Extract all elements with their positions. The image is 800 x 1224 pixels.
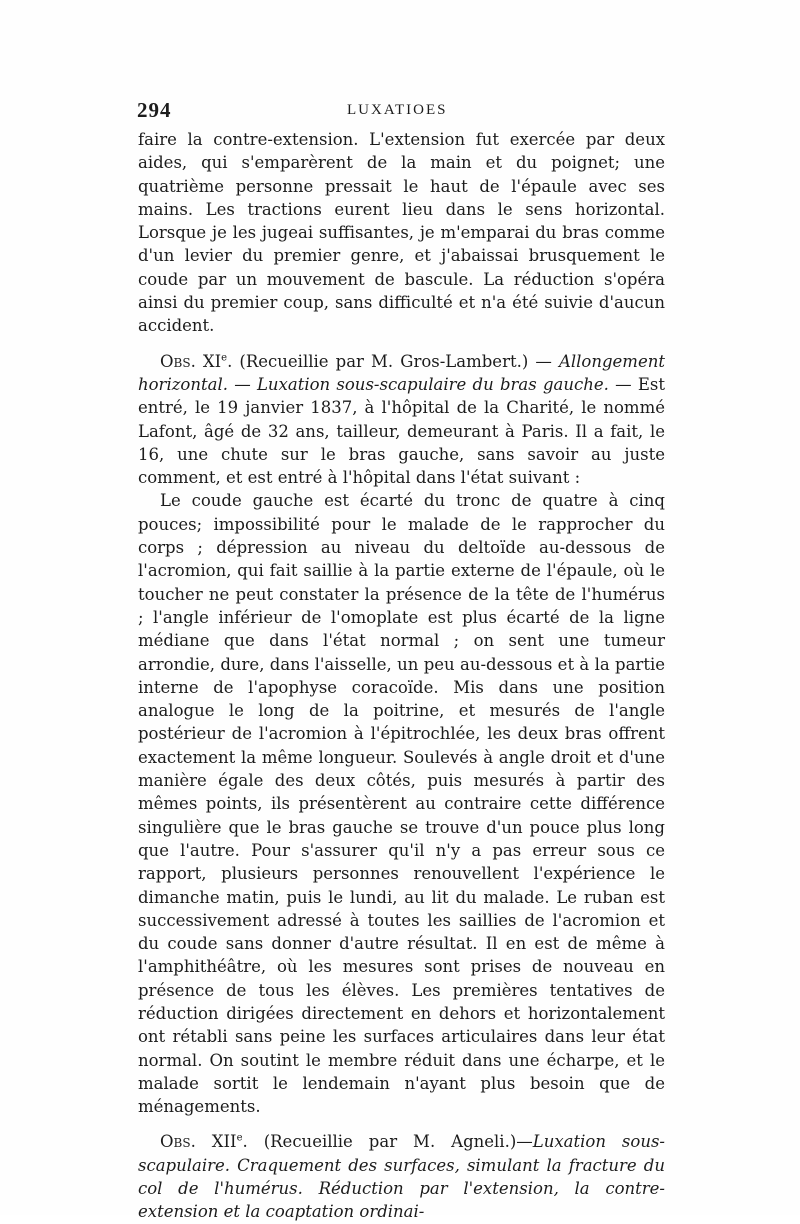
- observation-12: [138, 1130, 665, 1223]
- observation-11-source: . (Recueillie par M. Gros-Lambert.) —: [227, 351, 559, 371]
- page-number: 294: [137, 98, 172, 122]
- observation-11-title: Allongement horizontal. — Luxation sous-scapulaire du bras gauche.: [138, 351, 665, 394]
- observation-12-label: Obs. XII: [160, 1132, 237, 1152]
- body-text: [138, 128, 665, 1224]
- observation-12-title: Luxation sous-scapulaire. Craquement des surfaces, simulant la fracture du col de l'humérus. Réduction par l'extension, la contre-extension et la coaptation ordinai-: [138, 1132, 665, 1222]
- page-header: [137, 98, 667, 122]
- observation-11-sup: e: [221, 352, 228, 364]
- observation-11-text: — Est entré, le 19 janvier 1837, à l'hôpital de la Charité, le nommé Lafont, âgé de 32 ans, tailleur, demeurant à Paris. Il a fait, le 16, une chute sur le bras gauche, sans savoir au juste comment, et est entré à l'hôpital dans l'état suivant :: [138, 374, 665, 488]
- paragraph-examination: Le coude gauche est écarté du tronc de quatre à cinq pouces; impossibilité pour le malade de le rapprocher du corps ; dépression au niveau du deltoïde au-dessous de l'acromion, qui fait saillie à la partie externe de l'épaule, où le toucher ne peut constater la présence de la tête de l'humérus ; l'angle inférieur de l'omoplate est plus écarté de la ligne médiane que dans l'état normal ; on sent une tumeur arrondie, dure, dans l'aisselle, un peu au-dessous et à la partie interne de l'apophyse coracoïde. Mis dans une position analogue le long de la poitrine, et mesurés de l'angle postérieur de l'acromion à l'épitrochlée, les deux bras offrent exactement la même longueur. Soulevés à angle droit et d'une manière égale des deux côtés, puis mesurés à partir des mêmes points, ils présentèrent au contraire cette différence singulière que le bras gauche se trouve d'un pouce plus long que l'autre. Pour s'assurer qu'il n'y a pas erreur sous ce rapport, plusieurs personnes renouvellent l'expérience le dimanche matin, puis le lundi, au lit du malade. Le ruban est successivement adressé à toutes les saillies de l'acromion et du coude sans donner d'autre résultat. Il en est de même à l'amphithéâtre, où les mesures sont prises de nouveau en présence de tous les élèves. Les premières tentatives de réduction dirigées directement en dehors et horizontalement ont rétabli sans peine les surfaces articulaires dans leur état normal. On soutint le membre réduit dans une écharpe, et le malade sortit le lendemain n'ayant plus besoin que de ménagements.: [138, 491, 665, 1117]
- observation-11-label: Obs. XI: [160, 351, 222, 371]
- observation-12-sup: e: [236, 1132, 243, 1144]
- paragraph-continuation: faire la contre-extension. L'extension fut exercée par deux aides, qui s'emparèrent de la main et du poignet; une quatrième personne pressait le haut de l'épaule avec ses mains. Les tractions eurent lieu dans le sens horizontal. Lorsque je les jugeai suffisantes, je m'emparai du bras comme d'un levier du premier genre, et j'abaissai brusquement le coude par un mouvement de bascule. La réduction s'opéra ainsi du premier coup, sans difficulté et n'a été suivie d'aucun accident.: [138, 130, 665, 336]
- observation-11: [138, 350, 665, 490]
- observation-12-source: . (Recueillie par M. Agneli.)—: [242, 1132, 533, 1152]
- running-title: LUXATIOES: [347, 102, 448, 118]
